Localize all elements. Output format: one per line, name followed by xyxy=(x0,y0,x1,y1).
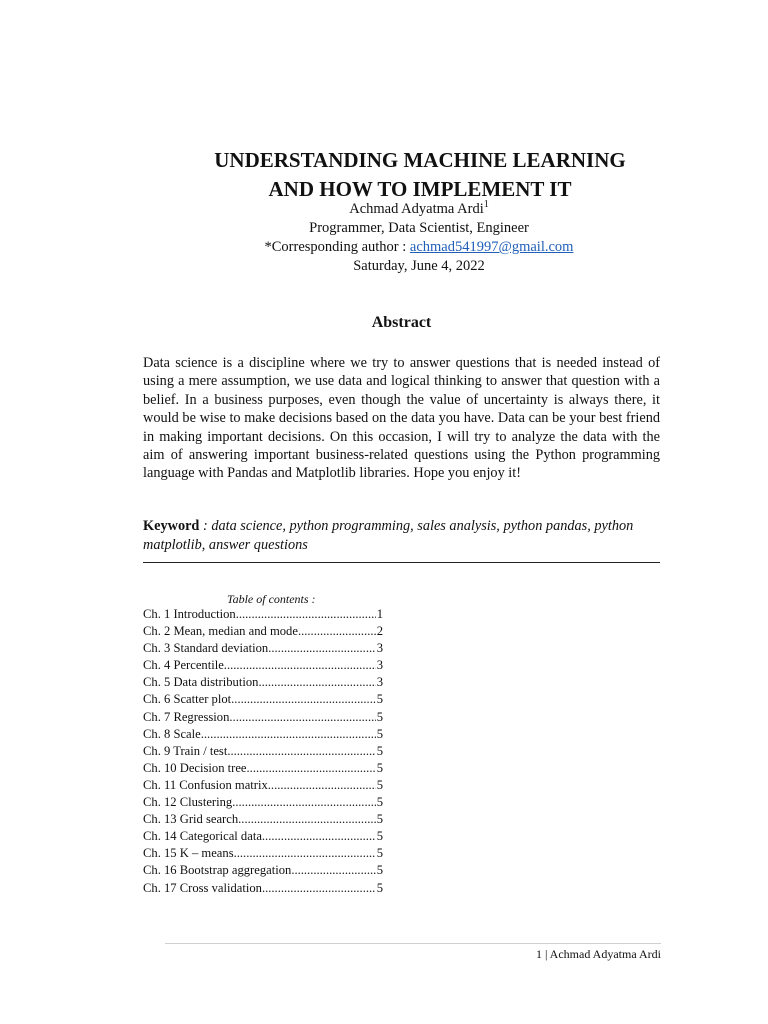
toc-leader-dots xyxy=(268,777,376,794)
footer-divider xyxy=(165,943,661,944)
abstract-text: Data science is a discipline where we try to answer questions that is needed instead of using a mere assumption, we use data and logical thinking to answer that question with a belief. In a business purposes, even though the value of uncertainty is always there, it would be wise to make decisions based on the data you have. Data can be your best friend in making important decisions. On this occasion, I will try to analyze the data with the aim of answering important business-related questions using the Python programming language with Pandas and Matplotlib libraries. Hope you enjoy it! xyxy=(143,355,660,482)
toc-entry-page: 5 xyxy=(376,863,383,878)
toc-leader-dots xyxy=(231,691,376,708)
toc-leader-dots xyxy=(268,640,375,657)
toc-leader-dots xyxy=(238,811,376,828)
toc-leader-dots xyxy=(262,828,376,845)
toc-leader-dots xyxy=(236,606,376,623)
toc-entry-page: 5 xyxy=(376,795,383,810)
author-affiliation-marker: 1 xyxy=(483,199,489,211)
title-line-2: AND HOW TO IMPLEMENT IT xyxy=(268,177,572,201)
toc-entry-label: Ch. 10 Decision tree xyxy=(143,760,247,775)
toc-entry[interactable] xyxy=(143,828,383,845)
toc-entry-label: Ch. 15 K – means xyxy=(143,846,234,861)
toc-leader-dots xyxy=(232,794,375,811)
toc-entry-label: Ch. 5 Data distribution xyxy=(143,675,259,690)
toc-leader-dots xyxy=(247,760,376,777)
toc-entry[interactable] xyxy=(143,674,383,691)
toc-entry[interactable] xyxy=(143,760,383,777)
toc-entry[interactable] xyxy=(143,880,383,897)
toc-entry[interactable] xyxy=(143,862,383,879)
corresponding-label: *Corresponding author : xyxy=(264,239,410,255)
toc-entry-label: Ch. 3 Standard deviation xyxy=(143,641,269,656)
toc-entry-page: 5 xyxy=(376,709,383,724)
toc-entry[interactable] xyxy=(143,709,383,726)
toc-entry-page: 5 xyxy=(376,777,383,792)
toc-entry-page: 5 xyxy=(376,692,383,707)
toc-entry[interactable] xyxy=(143,777,383,794)
toc-leader-dots xyxy=(229,709,375,726)
toc-entry-label: Ch. 16 Bootstrap aggregation xyxy=(143,863,292,878)
toc-entry[interactable] xyxy=(143,623,383,640)
toc-leader-dots xyxy=(298,623,376,640)
author-name: Achmad Adyatma Ardi xyxy=(349,201,484,217)
toc-entry[interactable] xyxy=(143,691,383,708)
toc-entry[interactable] xyxy=(143,606,383,623)
toc-entry[interactable] xyxy=(143,743,383,760)
table-of-contents xyxy=(143,606,383,897)
corresponding-line xyxy=(0,238,768,257)
page-footer: 1 | Achmad Adyatma Ardi xyxy=(535,947,661,961)
author-block xyxy=(0,200,768,276)
toc-leader-dots xyxy=(224,657,376,674)
section-divider xyxy=(143,562,660,563)
author-line xyxy=(0,200,768,219)
document-title xyxy=(0,146,768,204)
toc-entry-page: 5 xyxy=(376,760,383,775)
toc-entry-label: Ch. 17 Cross validation xyxy=(143,880,262,895)
abstract-heading: Abstract xyxy=(371,314,432,331)
toc-entry[interactable] xyxy=(143,811,383,828)
title-line-1: UNDERSTANDING MACHINE LEARNING xyxy=(214,148,626,172)
toc-leader-dots xyxy=(234,845,376,862)
keywords-separator: : xyxy=(199,518,212,534)
toc-entry[interactable] xyxy=(143,640,383,657)
toc-entry-page: 5 xyxy=(376,812,383,827)
toc-entry[interactable] xyxy=(143,657,383,674)
toc-leader-dots xyxy=(258,674,375,691)
toc-entry-label: Ch. 8 Scale xyxy=(143,726,201,741)
toc-entry-page: 3 xyxy=(376,658,383,673)
keywords-list: data science, python programming, sales analysis, python pandas, python matplotlib, answer questions xyxy=(143,518,634,553)
toc-entry-label: Ch. 7 Regression xyxy=(143,709,230,724)
toc-entry-page: 5 xyxy=(376,726,383,741)
keywords xyxy=(143,517,660,554)
toc-entry-page: 2 xyxy=(376,624,383,639)
author-role: Programmer, Data Scientist, Engineer xyxy=(309,220,529,236)
toc-leader-dots xyxy=(262,880,376,897)
toc-entry-label: Ch. 11 Confusion matrix xyxy=(143,777,268,792)
toc-entry-page: 5 xyxy=(376,743,383,758)
toc-entry-label: Ch. 12 Clustering xyxy=(143,795,233,810)
toc-entry-page: 5 xyxy=(376,829,383,844)
toc-entry-page: 5 xyxy=(376,846,383,861)
toc-entry-label: Ch. 4 Percentile xyxy=(143,658,224,673)
keywords-label: Keyword xyxy=(143,518,200,534)
toc-entry-label: Ch. 2 Mean, median and mode xyxy=(143,624,298,639)
document-date: Saturday, June 4, 2022 xyxy=(353,258,485,274)
toc-title: Table of contents : xyxy=(227,592,316,606)
toc-entry-label: Ch. 14 Categorical data xyxy=(143,829,262,844)
toc-entry-label: Ch. 9 Train / test xyxy=(143,743,228,758)
toc-entry-page: 3 xyxy=(376,675,383,690)
toc-leader-dots xyxy=(291,862,375,879)
toc-entry[interactable] xyxy=(143,794,383,811)
toc-entry-label: Ch. 13 Grid search xyxy=(143,812,239,827)
toc-entry-page: 1 xyxy=(376,607,383,621)
toc-entry-page: 3 xyxy=(376,641,383,656)
toc-entry[interactable] xyxy=(143,726,383,743)
toc-entry-page: 5 xyxy=(376,880,383,895)
toc-entry-label: Ch. 1 Introduction xyxy=(143,607,236,621)
toc-leader-dots xyxy=(201,726,376,743)
author-email-link[interactable]: achmad541997@gmail.com xyxy=(409,239,574,255)
toc-entry[interactable] xyxy=(143,845,383,862)
toc-entry-label: Ch. 6 Scatter plot xyxy=(143,692,232,707)
toc-leader-dots xyxy=(227,743,375,760)
